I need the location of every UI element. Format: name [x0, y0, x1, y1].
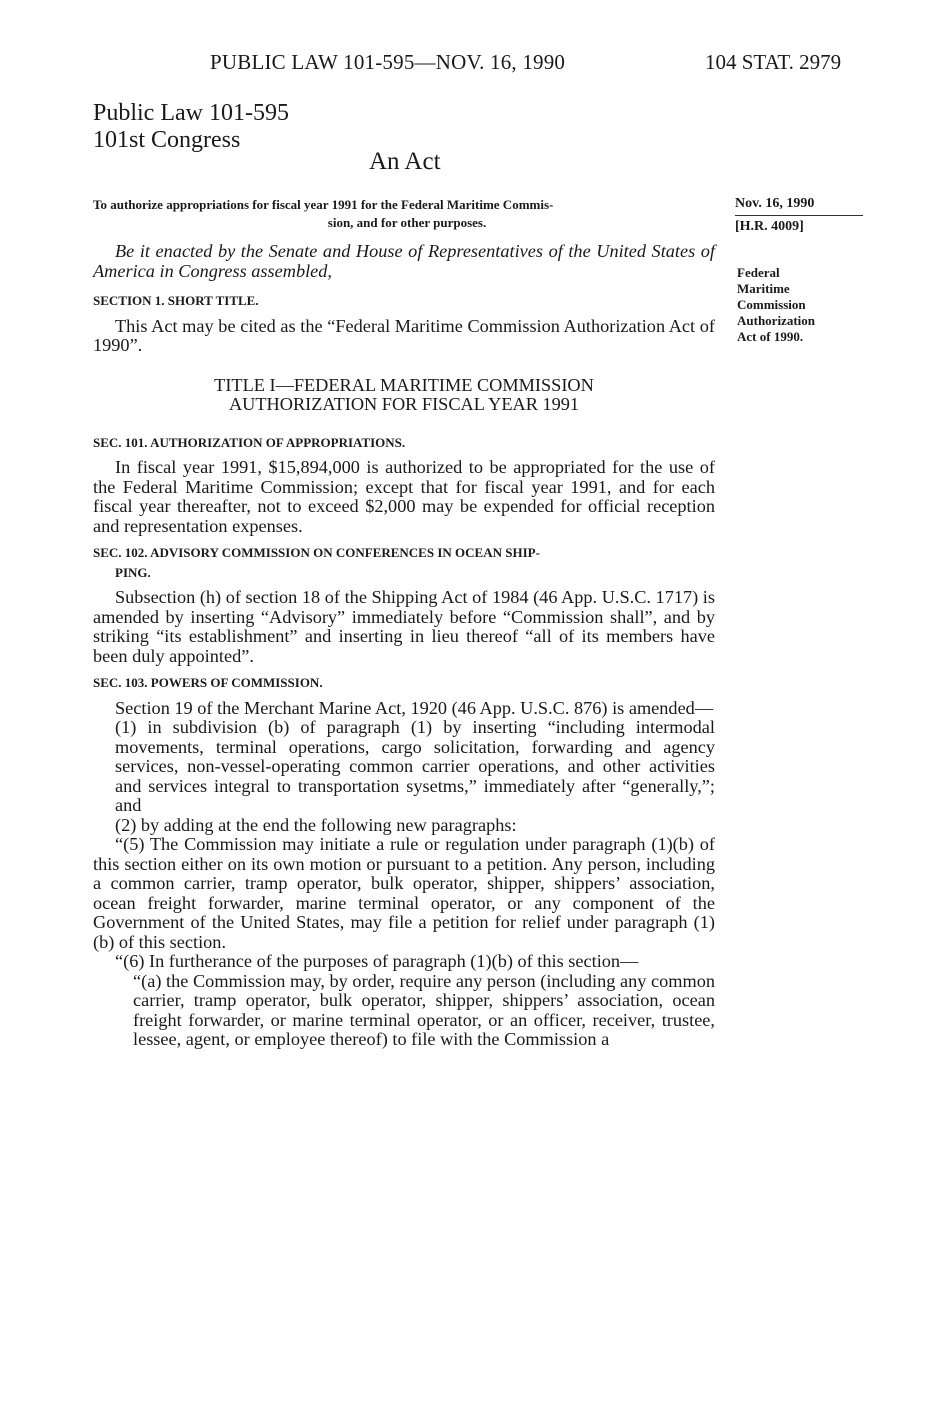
margin-short-title-note [737, 265, 857, 345]
margin-line: Authorization [737, 313, 815, 328]
section-1-heading: SECTION 1. SHORT TITLE. [93, 293, 259, 308]
title-1-line-1: TITLE I—FEDERAL MARITIME COMMISSION [214, 374, 594, 395]
enacting-clause: Be it enacted by the Senate and House of Representatives of the United States of America in Congress assembled, [93, 241, 715, 281]
purpose-line-2: sion, and for other purposes. [327, 215, 487, 230]
margin-line: Federal [737, 265, 780, 280]
section-1-text: This Act may be cited as the “Federal Maritime Commission Authorization Act of 1990”. [93, 315, 715, 355]
section-103-heading: SEC. 103. POWERS OF COMMISSION. [93, 675, 323, 690]
enactment-date: Nov. 16, 1990 [735, 196, 815, 211]
section-103-intro: Section 19 of the Merchant Marine Act, 1920 (46 App. U.S.C. 876) is amended— [115, 697, 714, 718]
section-102-heading-line-1: SEC. 102. ADVISORY COMMISSION ON CONFERENCES IN OCEAN SHIP- [93, 545, 540, 560]
section-103-item-2: (2) by adding at the end the following new paragraphs: [115, 814, 517, 835]
margin-line: Act of 1990. [737, 329, 804, 344]
margin-rule [735, 215, 863, 216]
title-1-heading [93, 376, 715, 415]
running-head: PUBLIC LAW 101-595—NOV. 16, 1990 [210, 50, 566, 74]
margin-line: Commission [737, 297, 806, 312]
paragraph-5: “(5) The Commission may initiate a rule or regulation under paragraph (1)(b) of this section either on its own motion or pursuant to a petition. Any person, including a common carrier, tramp operator, bulk operator, shipper, shippers’ association, ocean freight forwarder, marine terminal operator, or any component of the Government of the United States, may file a petition for relief under paragraph (1)(b) of this section. [93, 834, 715, 952]
bill-number: [H.R. 4009] [735, 219, 804, 234]
paragraph-6-a: “(a) the Commission may, by order, require any person (including any common carrier, tramp operator, bulk operator, shipper, shippers’ association, ocean freight forwarder, or marine terminal operator, or an officer, receiver, trustee, lessee, agent, or employee thereof) to file with the Commission a [133, 970, 715, 1049]
paragraph-6: “(6) In furtherance of the purposes of paragraph (1)(b) of this section— [115, 951, 639, 971]
margin-date-note [735, 195, 865, 236]
act-heading: An Act [369, 148, 441, 175]
margin-line: Maritime [737, 281, 790, 296]
section-102-heading [93, 543, 715, 582]
section-103-item-1: (1) in subdivision (b) of paragraph (1) by inserting “including intermodal movements, terminal operations, cargo solicitation, forwarding and agency services, non-vessel-operating common carrier operations, and other activities and services integral to transportation sysetms,” immediately after “generally,”; and [115, 717, 715, 815]
main-text [93, 242, 715, 1050]
public-law-number: Public Law 101-595 [93, 100, 289, 126]
section-102-heading-line-2: PING. [115, 564, 151, 580]
section-101-heading: SEC. 101. AUTHORIZATION OF APPROPRIATIONS. [93, 434, 406, 450]
section-101-text: In fiscal year 1991, $15,894,000 is authorized to be appropriated for the use of the Federal Maritime Commission; except that for fiscal year 1991, and for each fiscal year thereafter, not to exceed $2,000 may be expended for official reception and representation expenses. [93, 457, 715, 536]
section-102-text: Subsection (h) of section 18 of the Shipping Act of 1984 (46 App. U.S.C. 1717) is amended by inserting “Advisory” immediately before “Commission shall”, and by striking “its establishment” and inserting in lieu thereof “all of its members have been duly appointed”. [93, 587, 715, 666]
title-1-line-2: AUTHORIZATION FOR FISCAL YEAR 1991 [228, 394, 580, 414]
page-stat-number: 104 STAT. 2979 [705, 50, 842, 74]
purpose-line-1: To authorize appropriations for fiscal year 1991 for the Federal Maritime Commis- [93, 197, 554, 212]
purpose-statement [93, 196, 721, 232]
law-designation [93, 100, 289, 154]
congress-number: 101st Congress [93, 127, 241, 153]
